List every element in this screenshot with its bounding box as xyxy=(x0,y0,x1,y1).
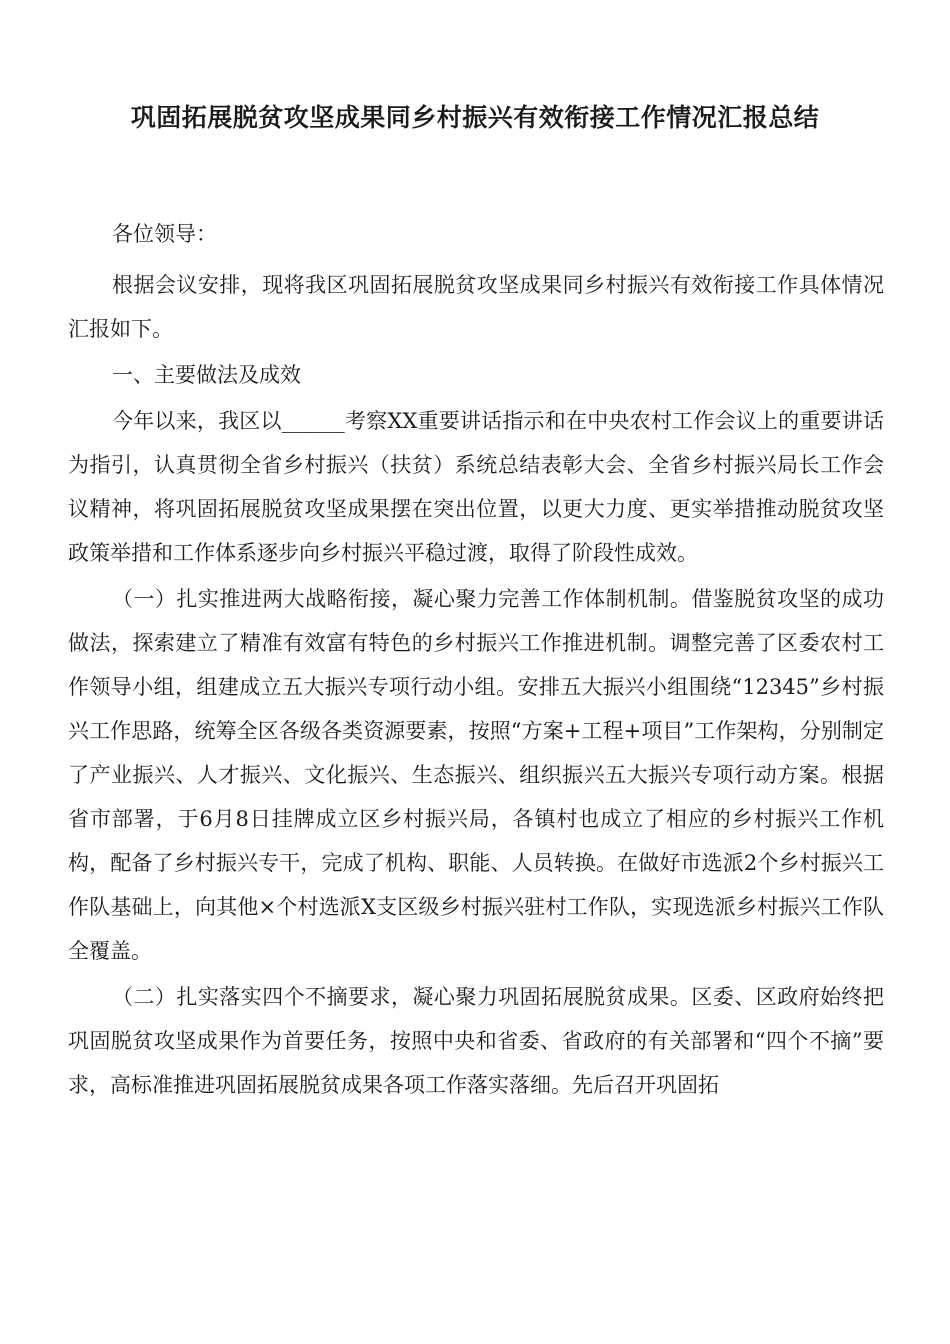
document-title: 巩固拓展脱贫攻坚成果同乡村振兴有效衔接工作情况汇报总结 xyxy=(130,103,820,132)
paragraph-intro: 根据会议安排，现将我区巩固拓展脱贫攻坚成果同乡村振兴有效衔接工作具体情况汇报如下。 xyxy=(68,273,884,341)
salutation: 各位领导： xyxy=(112,222,217,246)
paragraph-item-1: （一）扎实推进两大战略衔接，凝心聚力完善工作体制机制。借鉴脱贫攻坚的成功做法，探索建立了精准有效富有特色的乡村振兴工作推进机制。调整完善了区委农村工作领导小组，组建成立五大振兴专项行动小组。安排五大振兴小组围绕“12345”乡村振兴工作思路，统筹全区各级各类资源要素，按照“方案+工程+项目”工作架构，分别制定了产业振兴、人才振兴、文化振兴、生态振兴、组织振兴五大振兴专项行动方案。根据省市部署，于6月8日挂牌成立区乡村振兴局，各镇村也成立了相应的乡村振兴工作机构，配备了乡村振兴专干，完成了机构、职能、人员转换。在做好市选派2个乡村振兴工作队基础上，向其他×个村选派X支区级乡村振兴驻村工作队，实现选派乡村振兴工作队全覆盖。 xyxy=(68,587,884,963)
paragraph-overview: 今年以来，我区以______考察XX重要讲话指示和在中央农村工作会议上的重要讲话为指引，认真贯彻全省乡村振兴（扶贫）系统总结表彰大会、全省乡村振兴局长工作会议精神，将巩固拓展脱贫攻坚成果摆在突出位置，以更大力度、更实举措推动脱贫攻坚政策举措和工作体系逐步向乡村振兴平稳过渡，取得了阶段性成效。 xyxy=(68,409,884,565)
section-heading: 一、主要做法及成效 xyxy=(112,363,301,387)
paragraph-item-2: （二）扎实落实四个不摘要求，凝心聚力巩固拓展脱贫成果。区委、区政府始终把巩固脱贫攻坚成果作为首要任务，按照中央和省委、省政府的有关部署和“四个不摘”要求，高标准推进巩固拓展脱贫成果各项工作落实落细。先后召开巩固拓 xyxy=(68,985,884,1097)
document-body xyxy=(68,212,884,1109)
